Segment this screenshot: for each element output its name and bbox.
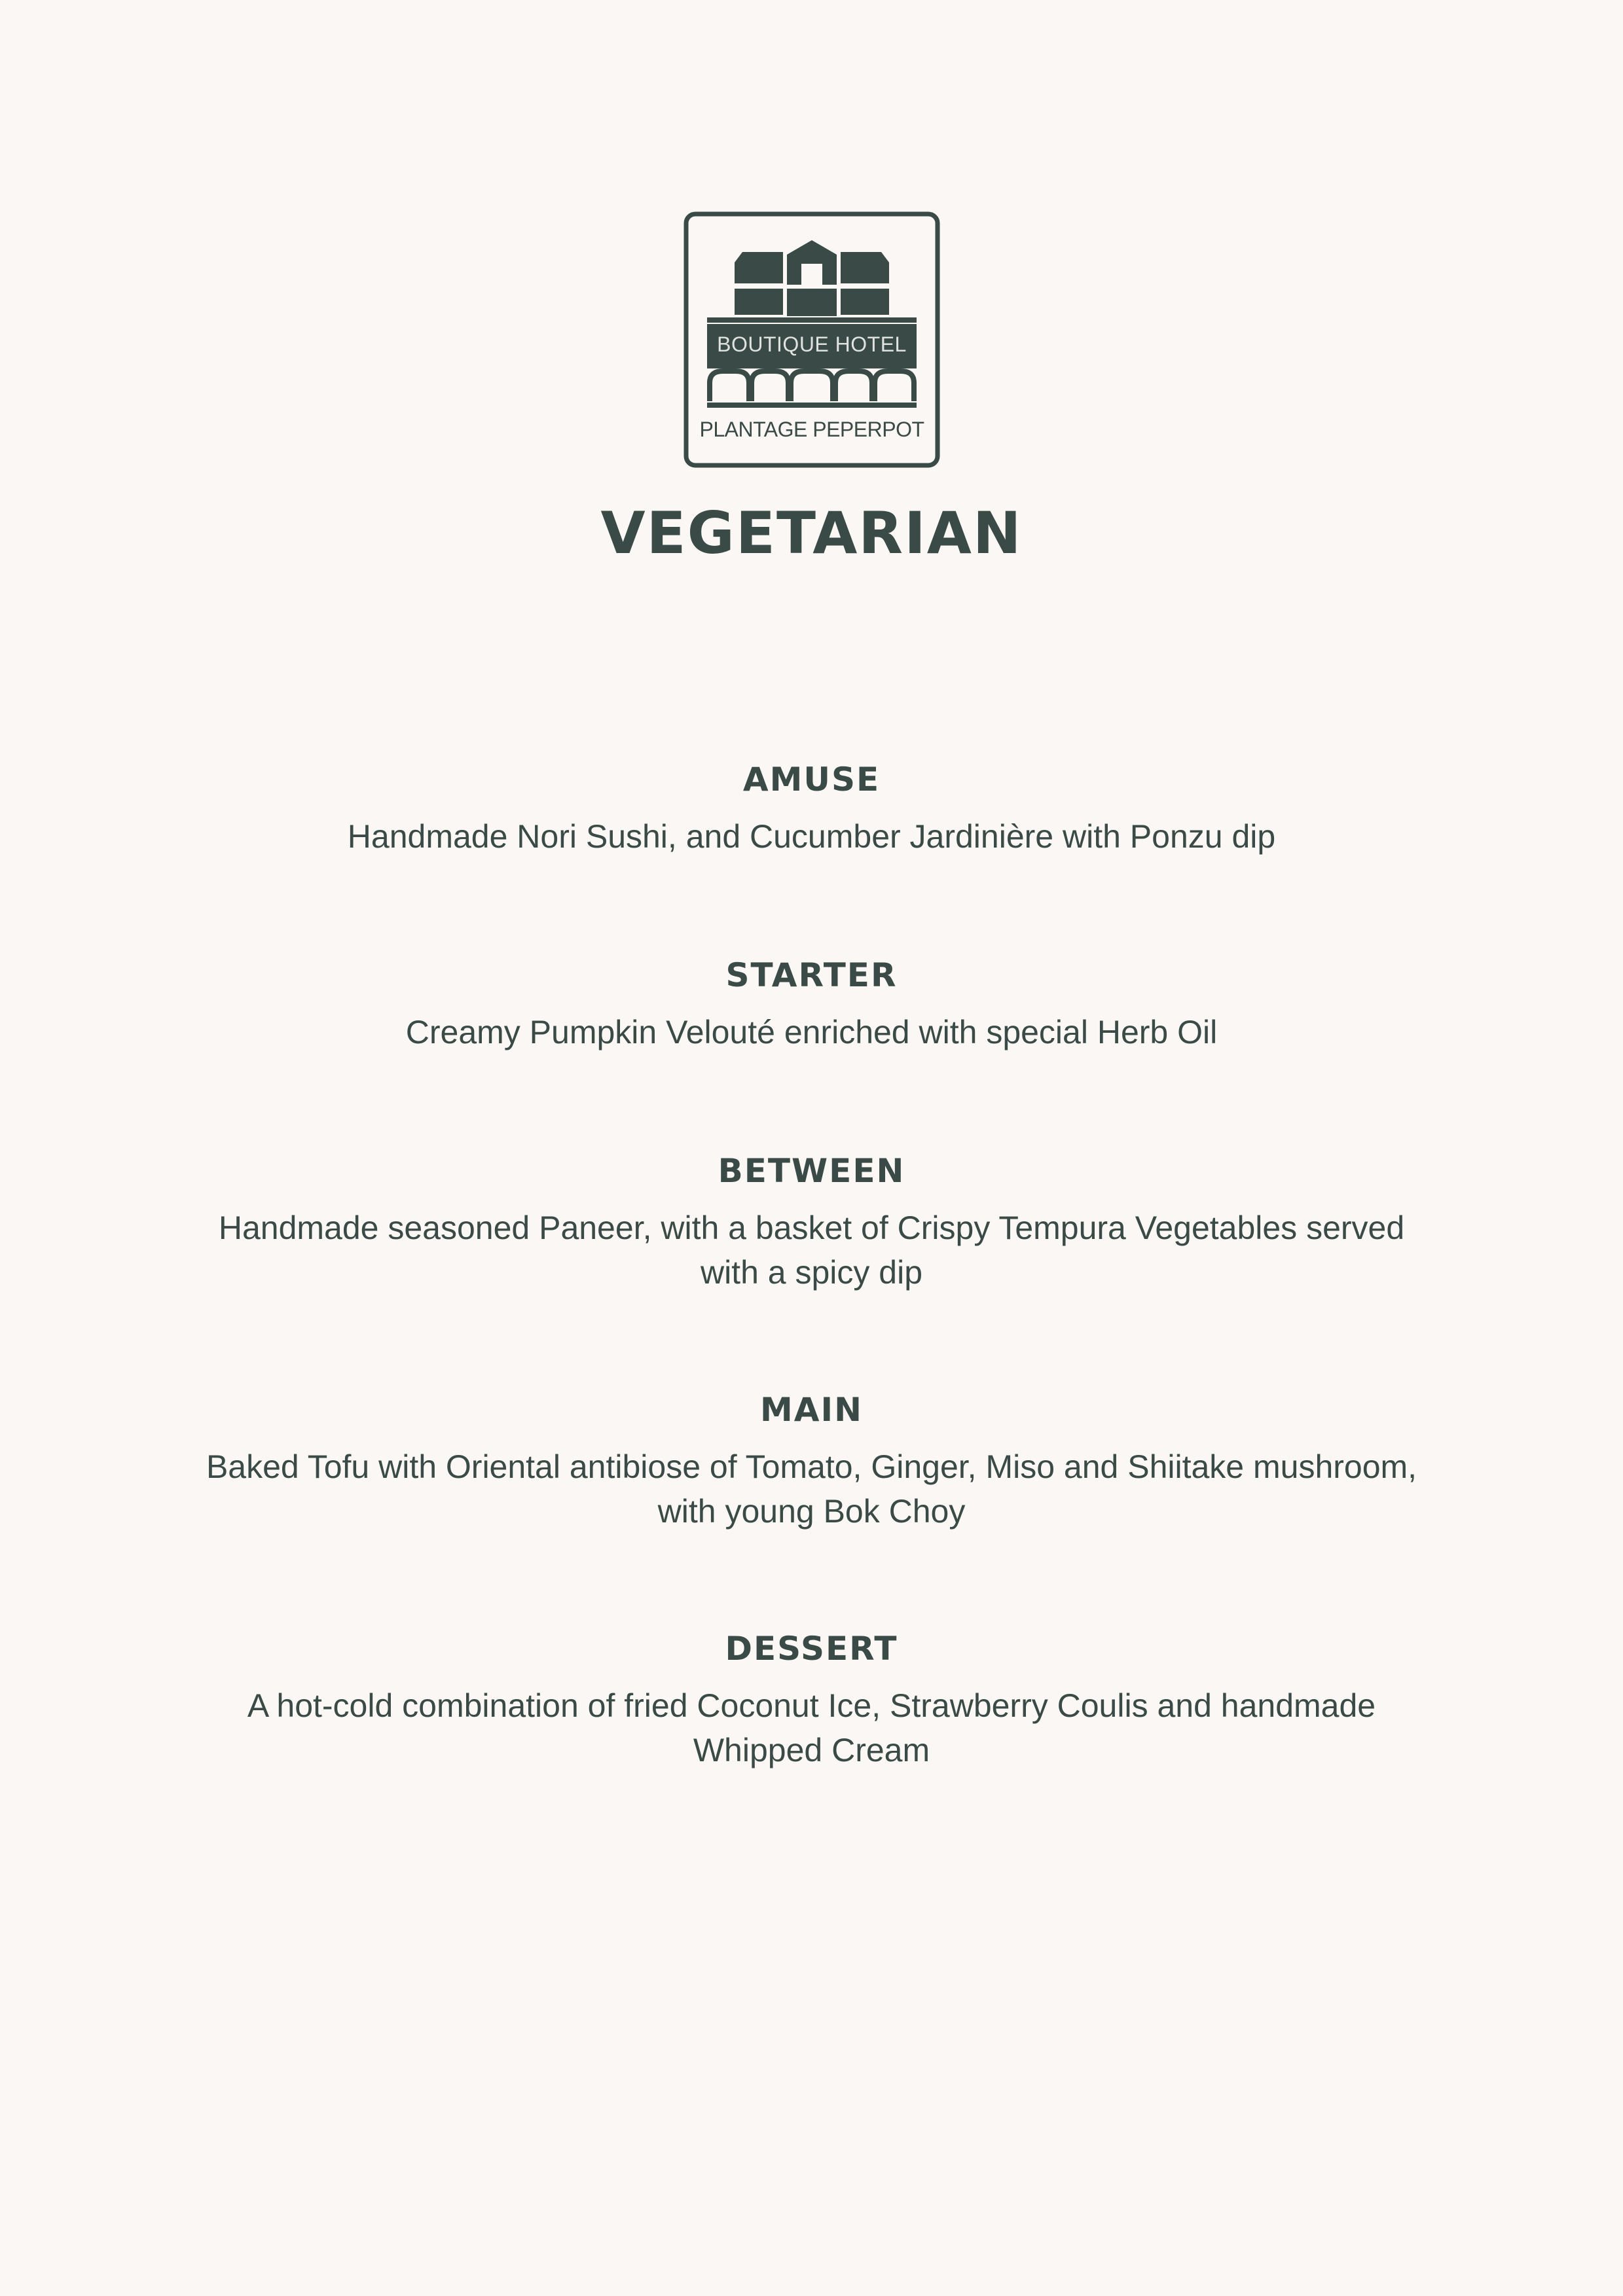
course-description: Handmade Nori Sushi, and Cucumber Jardinière with Ponzu dip [347, 818, 1276, 855]
course-description: A hot-cold combination of fried Coconut Ice, Strawberry Coulis and handmade Whipped Cream [247, 1687, 1376, 1768]
course-heading: MAIN [760, 1391, 863, 1429]
course-between [157, 1151, 1466, 1295]
hotel-building-icon [684, 211, 940, 468]
hotel-logo [684, 211, 940, 468]
logo-line2: PLANTAGE PEPERPOT [699, 418, 924, 441]
course-description: Handmade seasoned Paneer, with a basket of Crispy Tempura Vegetables served with a spicy dip [218, 1210, 1405, 1291]
course-main [157, 1390, 1466, 1534]
course-heading: STARTER [725, 956, 898, 994]
course-dessert [157, 1628, 1466, 1772]
course-description: Baked Tofu with Oriental antibiose of Tomato, Ginger, Miso and Shiitake mushroom, with young Bok Choy [206, 1448, 1417, 1530]
course-heading: DESSERT [725, 1630, 898, 1668]
logo-line1: BOUTIQUE HOTEL [717, 332, 907, 356]
course-starter [157, 955, 1466, 1054]
course-amuse [157, 759, 1466, 859]
course-heading: AMUSE [742, 761, 881, 798]
menu-title: VEGETARIAN [600, 499, 1023, 567]
course-heading: BETWEEN [718, 1152, 905, 1190]
course-description: Creamy Pumpkin Velouté enriched with special Herb Oil [405, 1014, 1218, 1050]
